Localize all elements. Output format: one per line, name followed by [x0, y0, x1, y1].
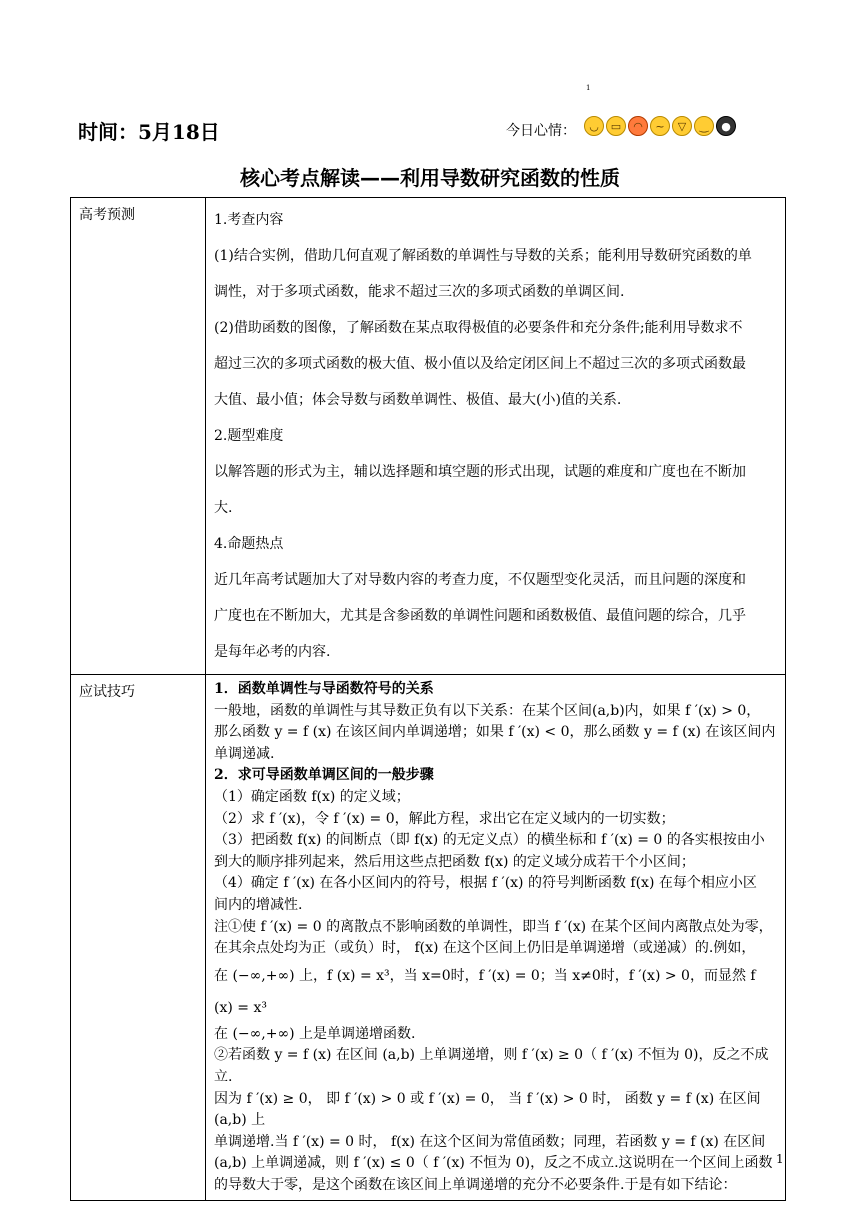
page-number: 1 [776, 1152, 784, 1166]
header [78, 116, 798, 146]
content-line: 那么函数 y = f (x) 在该区间内单调递增；如果 f ′(x) < 0，那么函数 y = f (x) 在该区间内 [214, 724, 776, 741]
smirk-icon: ‿ [694, 116, 714, 136]
content-line: 调性，对于多项式函数，能求不超过三次的多项式函数的单调区间. [214, 284, 625, 300]
content-line: 超过三次的多项式函数的极大值、极小值以及给定闭区间上不超过三次的多项式函数最 [214, 356, 746, 372]
content-line: （1）确定函数 f(x) 的定义域； [214, 788, 410, 805]
content-line: (2)借助函数的图像，了解函数在某点取得极值的必要条件和充分条件;能利用导数求不 [214, 320, 743, 336]
content-line: 在其余点处均为正（或负）时， f(x) 在这个区间上仍旧是单调递增（或递减）的.例如， [214, 940, 756, 957]
content-line: 2.题型难度 [214, 428, 284, 444]
content-line: 单调递减. [214, 745, 275, 762]
content-line: 1．函数单调性与导函数符号的关系 [214, 681, 434, 697]
content-line: 到大的顺序排列起来，然后用这些点把函数 f(x) 的定义域分成若干个小区间； [214, 853, 695, 870]
content-line: 是每年必考的内容. [214, 644, 331, 660]
row-label: 高考预测 [71, 198, 206, 675]
mood-icons [584, 116, 736, 136]
content-line: 以解答题的形式为主，辅以选择题和填空题的形式出现，试题的难度和广度也在不断加 [214, 464, 746, 480]
content-line: 大. [214, 500, 233, 516]
content-table [70, 197, 786, 1201]
row-content [206, 198, 786, 675]
content-line: 在 (−∞,+∞) 上是单调递增函数. [214, 1025, 416, 1042]
content-line: 的导数大于零，是这个函数在该区间上单调递增的充分不必要条件.于是有如下结论： [214, 1176, 737, 1193]
smile-icon: ◡ [584, 116, 604, 136]
content-line: 广度也在不断加大，尤其是含参函数的单调性问题和函数极值、最值问题的综合，几乎 [214, 608, 746, 624]
content-line: 近几年高考试题加大了对导数内容的考查力度，不仅题型变化灵活，而且问题的深度和 [214, 572, 746, 588]
page-title: 核心考点解读——利用导数研究函数的性质 [240, 166, 620, 190]
content-line: (1)结合实例，借助几何直观了解函数的单调性与导数的关系；能利用导数研究函数的单 [214, 248, 752, 264]
content-line: 2．求可导函数单调区间的一般步骤 [214, 767, 434, 784]
content-line: （4）确定 f ′(x) 在各小区间内的符号，根据 f ′(x) 的符号判断函数 f(x) 在每个相应小区 [214, 875, 757, 892]
content-line: 大值、最小值；体会导数与函数单调性、极值、最大(小)值的关系. [214, 392, 622, 408]
content-line: 单调递增.当 f ′(x) = 0 时， f(x) 在这个区间为常值函数；同理，若函数 y = f (x) 在区间 [214, 1133, 766, 1150]
mood-label: 今日心情： [506, 123, 576, 139]
content-line: 一般地，函数的单调性与其导数正负有以下关系：在某个区间(a,b)内，如果 f ′(x) > 0， [214, 702, 761, 719]
thinking-icon: ~ [650, 116, 670, 136]
table-row [71, 198, 786, 675]
content-line: （3）把函数 f(x) 的间断点（即 f(x) 的无定义点）的横坐标和 f ′(x) = 0 的各实根按由小 [214, 832, 765, 849]
content-line: 因为 f ′(x) ≥ 0， 即 f ′(x) > 0 或 f ′(x) = 0， 当 f ′(x) > 0 时， 函数 y = f (x) 在区间 (a,b) 上 [214, 1090, 761, 1129]
content-line: 4.命题热点 [214, 536, 284, 552]
top-mark: 1 [586, 84, 591, 92]
table-row [71, 675, 786, 1201]
row-content [206, 675, 786, 1201]
content-line: 注①使 f ′(x) = 0 的离散点不影响函数的单调性，即当 f ′(x) 在某个区间内离散点处为零， [214, 918, 773, 935]
grin-icon: ▭ [606, 116, 626, 136]
content-line: (a,b) 上单调递减，则 f ′(x) ≤ 0（ f ′(x) 不恒为 0)，反之不成立.这说明在一个区间上函数 [214, 1155, 773, 1172]
content-line: 间内的增减性. [214, 896, 303, 913]
cow-icon: ● [716, 116, 736, 136]
content-line: ②若函数 y = f (x) 在区间 (a,b) 上单调递增，则 f ′(x) ≥ 0（ f ′(x) 不恒为 0)，反之不成立. [214, 1047, 769, 1085]
row-label: 应试技巧 [71, 675, 206, 1201]
content-line: （2）求 f ′(x)，令 f ′(x) = 0，解此方程，求出它在定义域内的一切实数； [214, 810, 675, 827]
date-label: 时间：5月18日 [78, 120, 220, 144]
content-line: 在 (−∞,+∞) 上，f (x) = x³，当 x=0时，f ′(x) = 0；当 x≠0时，f ′(x) > 0，而显然 f (x) = x³ [214, 967, 756, 1016]
content-line: 1.考查内容 [214, 212, 284, 228]
devil-icon: ◠ [628, 116, 648, 136]
laugh-icon: ▽ [672, 116, 692, 136]
